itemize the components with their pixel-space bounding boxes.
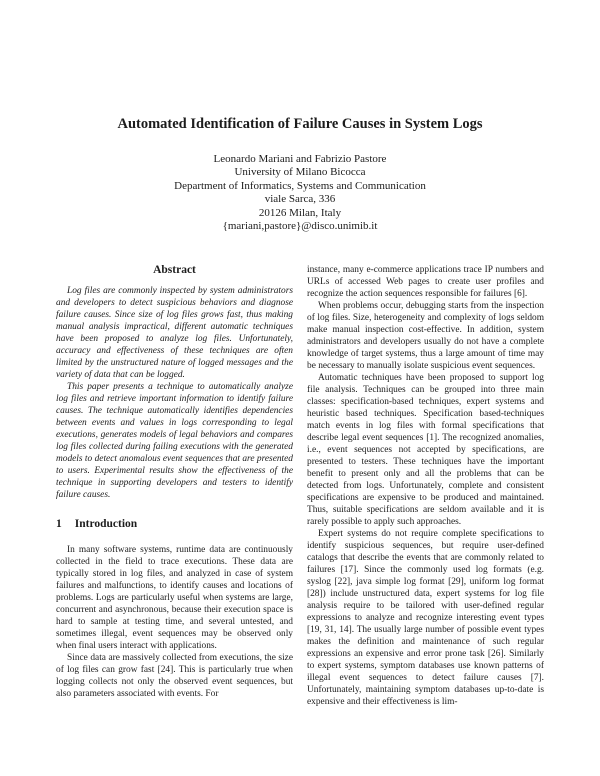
abstract-body [56, 285, 293, 501]
author-line: Leonardo Mariani and Fabrizio Pastore [213, 153, 387, 165]
affiliation-line-department: Department of Informatics, Systems and Communication [174, 179, 426, 192]
right-column-paragraph-1: instance, many e-commerce applications trace IP numbers and URLs of accessed Web pages to create user profiles and recognize the action sequences responsible for failures [6]. [307, 265, 544, 300]
abstract-heading: Abstract [153, 264, 196, 277]
right-column-paragraph-4: Expert systems do not require complete specifications to identify suspicious sequences, but require user-defined catalogs that describe the events that are commonly related to failures [17]. Since the commonly used log formats (e.g. syslog [22], java simple log format [29], uniform log format [28]) include unstructured data, expert systems for log file analysis require to be tailored with user-defined regular expressions to analyze and recognize interesting event types [19, 31, 14]. The usually large number of possible event types makes the definition and maintenance of such regular expressions an expensive and error prone task [26]. Similarly to expert systems, symptom databases use known patterns of illegal event sequences to detect failure causes [7]. Unfortunately, maintaining symptom databases up-to-date is expensive and their effectiveness is lim- [307, 529, 544, 708]
section-heading-label: Introduction [74, 518, 138, 531]
affiliation-line-street: viale Sarca, 336 [264, 193, 336, 206]
section-number: 1 [56, 518, 62, 531]
right-column-paragraph-3: Automatic techniques have been proposed to support log file analysis. Techniques can be grouped into three main classes: specification-based techniques, expert systems and heuristic based techniques. Specification based-techniques match events in log files with formal specifications that describe legal event sequences [1]. The recognized anomalies, i.e., event sequences not accepted by specifications, are presented to testers. These techniques have the important benefit to present only and all the problems that can be detected from logs. Unfortunately, complete and consistent specifications are expensive to be produced and maintained. Thus, suitable specifications are seldom available and it is rarely possible to apply such approaches. [307, 373, 544, 528]
abstract-paragraph-1: Log files are commonly inspected by system administrators and developers to detect suspicious behaviors and diagnose failure causes. Since size of log files grows fast, thus making manual analysis impractical, different automatic techniques have been proposed to analyze log files. Unfortunately, accuracy and effectiveness of these techniques are often limited by the unstructured nature of logged messages and the variety of data that can be logged. [56, 286, 293, 381]
right-column [307, 264, 544, 708]
affiliation-line-university: University of Milano Bicocca [234, 166, 366, 179]
authors-block [56, 153, 544, 233]
abstract-paragraph-2: This paper presents a technique to automatically analyze log files and retrieve important information to identify failure causes. The technique automatically identifies dependencies between events and values in logs corresponding to legal executions, generates models of legal behaviors and compares log files collected during failing executions with the generated models to detect anomalous event sequences that are presented to users. Experimental results show the effectiveness of the technique in supporting developers and testers to identify failure causes. [56, 382, 293, 501]
right-column-paragraph-2: When problems occur, debugging starts from the inspection of log files. Size, heterogeneity and complexity of logs seldom make manual inspection cost-effective. In addition, system administrators and developers usually do not have a complete knowledge of target systems, thus a large amount of time may be necessary to manually isolate suspicious event sequences. [307, 301, 544, 372]
introduction-paragraph-2: Since data are massively collected from executions, the size of log files can grow fast [24]. This is particularly true when logging collects not only the observed event sequences, but also parameters associated with events. For [56, 653, 293, 700]
paper-title: Automated Identification of Failure Causes in System Logs [117, 116, 483, 132]
section-heading-introduction [56, 518, 293, 530]
left-column [56, 264, 293, 708]
introduction-paragraph-1: In many software systems, runtime data are continuously collected in the field to trace executions. These data are typically stored in log files, and analyzed in case of system failures and malfunctions, to identify causes and locations of problems. Logs are particularly useful when systems are large, concurrent and asynchronous, because their execution space is hard to sample at testing time, and several untested, and sometimes illegal, event sequences may be observed only when final users interact with applications. [56, 545, 293, 652]
affiliation-line-city: 20126 Milan, Italy [258, 206, 342, 219]
affiliation-line-email: {mariani,pastore}@disco.unimib.it [222, 220, 378, 233]
two-column-body [56, 264, 544, 708]
